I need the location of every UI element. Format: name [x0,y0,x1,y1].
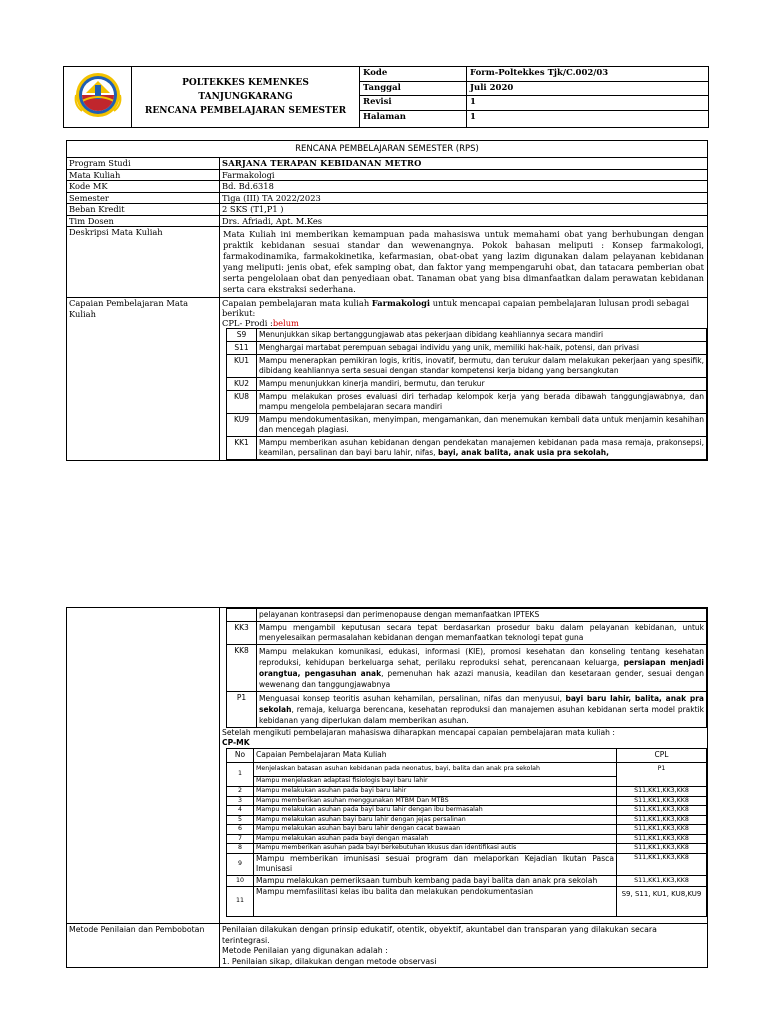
meta-label: Halaman [360,111,467,128]
info-value: Farmakologi [220,169,708,181]
rps-table-page-2 [66,607,708,968]
metode-label: Metode Penilaian dan Pembobotan [67,924,220,968]
info-value: Drs. Afriadi, Apt. M.Kes [220,215,708,227]
cpmk-row: 6 Mampu melakukan asuhan bayi baru lahir dengan cacat bawaan S11,KK1,KK3,KK8 [227,825,707,835]
cpmk-row: 8 Mampu memberikan asuhan pada bayi berkebutuhan kkusus dan identifikasi autis S11,KK1,KK3,KK8 [227,844,707,854]
institution-name: POLTEKKES KEMENKES TANJUNGKARANG [182,78,309,102]
cpmk-row: 5 Mampu melakukan asuhan bayi baru lahir dengan jejas persalinan S11,KK1,KK3,KK8 [227,815,707,825]
info-label: Deskripsi Mata Kuliah [67,227,220,298]
cpmk-row: 9 Mampu memberikan imunisasi sesuai program dan melaporkan Kejadian Ikutan Pasca Imunisasi S11,KK1,KK3,KK8 [227,853,707,875]
cpl-row: KU1 Mampu menerapkan pemikiran logis, kritis, inovatif, bermutu, dan terukur dalam melakukan pekerjaan yang spesifik, dibidang keahliannya serta sesuai dengan standar kompetensi kerja bidang yang bersangkutan [227,355,707,378]
cpmk-cell-cont [220,608,708,924]
cpl-row: KU2 Mampu menunjukkan kinerja mandiri, bermutu, dan terukur [227,378,707,391]
cpmk-row: 10 Mampu melakukan pemeriksaan tumbuh kembang pada bayi balita dan anak pra sekolah S11,KK1,KK3,KK8 [227,875,707,887]
cpl-row: KU8 Mampu melakukan proses evaluasi diri terhadap kelompok kerja yang berada dibawah tanggungjawabnya, dan mampu mengelola pembelajaran secara mandiri [227,391,707,414]
cpl-row: KK8 Mampu melakukan komunikasi, edukasi, informasi (KIE), promosi kesehatan dan konseling tentang kesehatan reproduksi, kehidupan berkeluarga sehat, perilaku reproduksi sehat, perencanaan keluarga, persiapan menjadi orangtua, pengasuhan anak, pemenuhan hak azazi manusia, keadilan dan kesetaraan gender, sesuai dengan wewenang dan tanggungjawabnya [227,645,707,692]
document-title: RENCANA PEMBELAJARAN SEMESTER [144,106,347,116]
cpmk-after-text: Setelah mengikuti pembelajaran mahasiswa diharapkan mencapai capaian pembelajaran mata kuliah : [222,728,615,737]
rps-title: RENCANA PEMBELAJARAN SEMESTER (RPS) [67,141,708,158]
cpmk-header-row: No Capaian Pembelajaran Mata Kuliah CPL [227,749,707,763]
info-label: Program Studi [67,158,220,170]
info-label: Semester [67,192,220,204]
institution-logo [68,71,128,119]
rps-table-page-1 [66,140,708,461]
meta-value: Juli 2020 [467,81,709,96]
cpl-status-note: belum [272,318,299,328]
cpl-table [226,328,707,460]
meta-label: Kode [360,67,467,82]
info-label: Tim Dosen [67,215,220,227]
cpmk-row: 4 Mampu melakukan asuhan pada bayi baru lahir dengan ibu bermasalah S11,KK1,KK3,KK8 [227,806,707,816]
logo-cell [64,67,132,128]
cpmk-cell [220,298,708,461]
cpmk-row: 3 Mampu memberikan asuhan menggunakan MTBM Dan MTBS S11,KK1,KK3,KK8 [227,796,707,806]
info-label: Mata Kuliah [67,169,220,181]
meta-value: 1 [467,96,709,111]
course-name-bold: Farmakologi [371,298,431,308]
meta-label: Revisi [360,96,467,111]
cpl-row: S11 Menghargai martabat perempuan sebagai individu yang unik, memiliki hak-haik, potensi, dan privasi [227,342,707,355]
cpmk-label-cont [67,608,220,924]
info-value: Tiga (III) TA 2022/2023 [220,192,708,204]
program-studi-value: SARJANA TERAPAN KEBIDANAN METRO [220,158,708,170]
info-value: 2 SKS (T1,P1 ) [220,204,708,216]
cpl-row: KK1 Mampu memberikan asuhan kebidanan dengan pendekatan manajemen kebidanan pada masa remaja, prakonsepsi, keamilan, persalinan dan bayi baru lahir, nifas, bayi, anak balita, anak usia pra sekolah, [227,437,707,460]
info-value: Bd. Bd.6318 [220,181,708,193]
cpmk-row: 11 Mampu memfasilitasi kelas ibu balita dan melakukan pendokumentasian S9, S11, KU1, KU8,KU9 [227,887,707,917]
cpl-prodi-line: CPL- Prodi :belum [222,318,299,328]
cpmk-row: 1 Menjelaskan batasan asuhan kebidanan pada neonatus, bayi, balita dan anak pra sekolah Mampu menjelaskan adaptasi fisiologis bayi baru lahir P1 [227,763,707,787]
deskripsi-text: Mata Kuliah ini memberikan kemampuan pada mahasiswa untuk memahami obat yang berhubungan dengan praktik kebidanan sesuai standar dan wewenangnya. Pokok bahasan meliputi : Konsep farmakologi, farmakodinamika, farmakokinetika, kefarmasian, obat-obat yang lazim digunakan dalam pelayanan kebidanan yang meliputi: jenis obat, efek samping obat, dan faktor yang mempengaruhi obat, dan tatacara pemberian obat serta pengelolaan obat dan penyediaan obat. Tanaman obat yang bisa dimanfaatkan dalam perawatan kebidanan serta cara ekstraksi sederhana. [220,227,708,298]
cpl-row: P1 Menguasai konsep teoritis asuhan kehamilan, persalinan, nifas dan menyusui, bayi baru lahir, balita, anak pra sekolah, remaja, keluarga berencana, kesehatan reproduksi dan manajemen asuhan kebidanan serta model praktik kebidanan yang diperlukan dalam memberikan asuhan. [227,692,707,728]
cpl-row: S9 Menunjukkan sikap bertanggungjawab atas pekerjaan dibidang keahliannya secara mandiri [227,329,707,342]
cpmk-row: 2 Mampu melakukan asuhan pada bayi baru lahir S11,KK1,KK3,KK8 [227,787,707,797]
info-label: Capaian Pembelajaran Mata Kuliah [67,298,220,461]
info-label: Beban Kredit [67,204,220,216]
meta-label: Tanggal [360,81,467,96]
cpmk-table [226,748,707,917]
cpmk-heading: CP-MK [222,738,250,747]
metode-cell: Penilaian dilakukan dengan prinsip edukatif, otentik, obyektif, akuntabel dan transparan yang dilakukan secara terintegrasi. Metode Penilaian yang digunakan adalah : 1. Penilaian sikap, dilakukan dengan metode observasi [220,924,708,968]
meta-value: Form-Poltekkes Tjk/C.002/03 [467,67,709,82]
cpmk-row: 7 Mampu melakukan asuhan pada bayi dengan masalah S11,KK1,KK3,KK8 [227,834,707,844]
meta-value: 1 [467,111,709,128]
header-title-cell [132,67,360,128]
cpl-row: KK3 Mampu mengambil keputusan secara tepat berdasarkan prosedur baku dalam pelayanan kebidanan, untuk menyelesaikan permasalahan kebidanan dengan memanfaatkan teknologi tepat guna [227,622,707,645]
cpl-row: pelayanan kontrasepsi dan perimenopause dengan memanfaatkan IPTEKS [227,609,707,622]
cpl-row: KU9 Mampu mendokumentasikan, menyimpan, mengamankan, dan menemukan kembali data untuk menjamin kesahihan dan mencegah plagiasi. [227,414,707,437]
cpmk-intro: Capaian pembelajaran mata kuliah Farmakologi untuk mencapai capaian pembelajaran lulusan prodi sebagai berikut: [222,298,690,318]
info-label: Kode MK [67,181,220,193]
cpl-table-cont [226,608,707,728]
form-header [63,66,709,128]
